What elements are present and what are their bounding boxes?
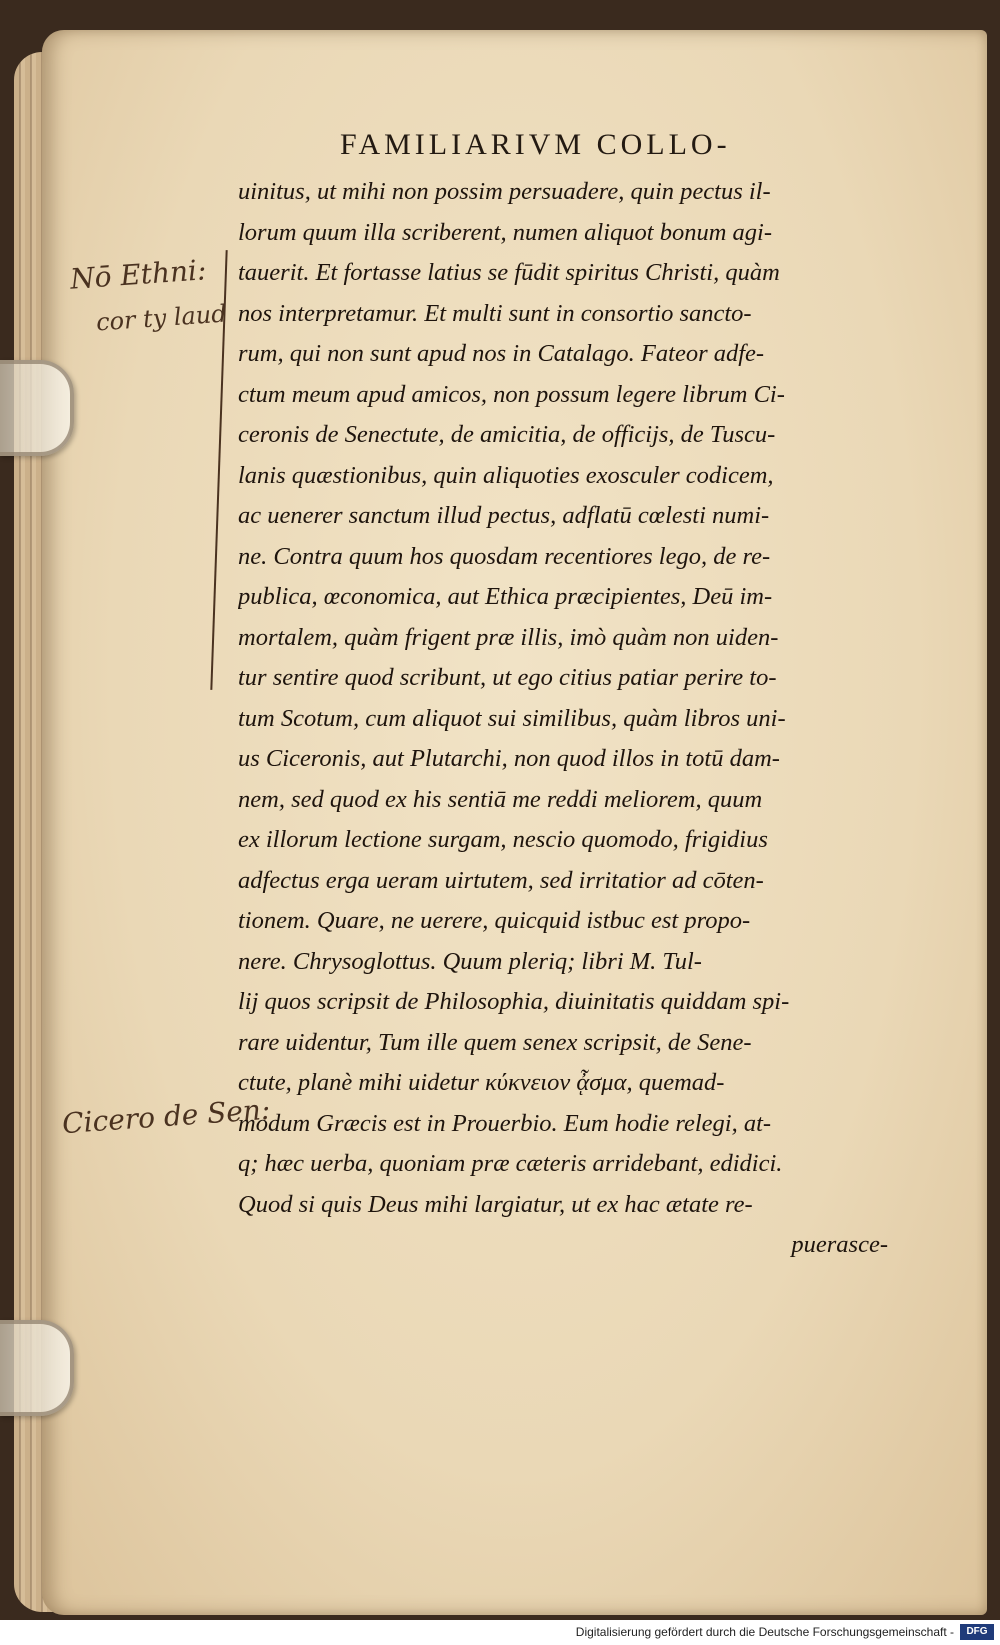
text-line: ctute, planè mihi uidetur κύκνειον ᾆσμα, quemad- (238, 1069, 725, 1096)
text-line: ex illorum lectione surgam, nescio quomodo, frigidius (238, 826, 768, 853)
text-line: modum Græcis est in Prouerbio. Eum hodie relegi, at- (238, 1109, 772, 1137)
margin-note: cor ty laud (95, 299, 228, 337)
text-line: ctum meum apud amicos, non possum legere librum Ci- (238, 380, 785, 408)
text-line: tionem. Quare, ne uerere, quicquid istbuc est propo- (238, 907, 751, 934)
text-line: nem, sed quod ex his sentiā me reddi meliorem, quum (238, 785, 763, 813)
text-line: lorum quum illa scriberent, numen aliquot bonum agi- (238, 218, 772, 246)
dfg-logo: DFG (960, 1624, 994, 1640)
text-line: publica, œconomica, aut Ethica præcipientes, Deū im- (238, 583, 773, 610)
text-line: tum Scotum, cum aliquot sui similibus, quàm libros uni- (238, 704, 786, 732)
text-line: ac uenerer sanctum illud pectus, adflatū cœlesti numi- (238, 502, 770, 529)
text-line: tur sentire quod scribunt, ut ego citius patiar perire to- (238, 664, 777, 691)
funding-credit: Digitalisierung gefördert durch die Deutsche Forschungsgemeinschaft - (575, 1625, 954, 1639)
margin-note: Nō Ethni: (69, 253, 208, 296)
text-line: us Ciceronis, aut Plutarchi, non quod illos in totū dam- (238, 745, 780, 772)
text-line: mortalem, quàm frigent præ illis, imò quàm non uiden- (238, 623, 779, 651)
text-line: uinitus, ut mihi non possim persuadere, quin pectus il- (238, 178, 771, 205)
text-line: lij quos scripsit de Philosophia, diuinitatis quiddam spi- (238, 988, 790, 1015)
text-line: ceronis de Senectute, de amicitia, de officijs, de Tuscu- (238, 421, 776, 448)
text-line: q; hæc uerba, quoniam præ cæteris arridebant, edidici. (238, 1150, 783, 1177)
footer-bar (0, 1620, 1000, 1645)
catchword: puerasce- (791, 1231, 888, 1258)
text-line: nere. Chrysoglottus. Quum pleriq; libri M. Tul- (238, 947, 702, 975)
text-line: rum, qui non sunt apud nos in Catalago. Fateor adfe- (238, 340, 765, 367)
text-line: Quod si quis Deus mihi largiatur, ut ex hac ætate re- (238, 1190, 753, 1218)
running-header: FAMILIARIVM COLLO- (340, 128, 731, 161)
body-text (238, 172, 918, 1266)
page-clip-bottom (0, 1320, 74, 1416)
text-line: lanis quæstionibus, quin aliquoties exosculer codicem, (238, 461, 774, 489)
margin-note: Cicero de Sen: (61, 1092, 272, 1141)
text-line: tauerit. Et fortasse latius se fūdit spiritus Christi, quàm (238, 259, 780, 286)
text-line: ne. Contra quum hos quosdam recentiores lego, de re- (238, 542, 771, 570)
text-line: adfectus erga ueram uirtutem, sed irritatior ad cōten- (238, 866, 764, 894)
text-line: rare uidentur, Tum ille quem senex scripsit, de Sene- (238, 1028, 752, 1056)
page-clip-top (0, 360, 74, 456)
text-line: nos interpretamur. Et multi sunt in consortio sancto- (238, 299, 752, 327)
